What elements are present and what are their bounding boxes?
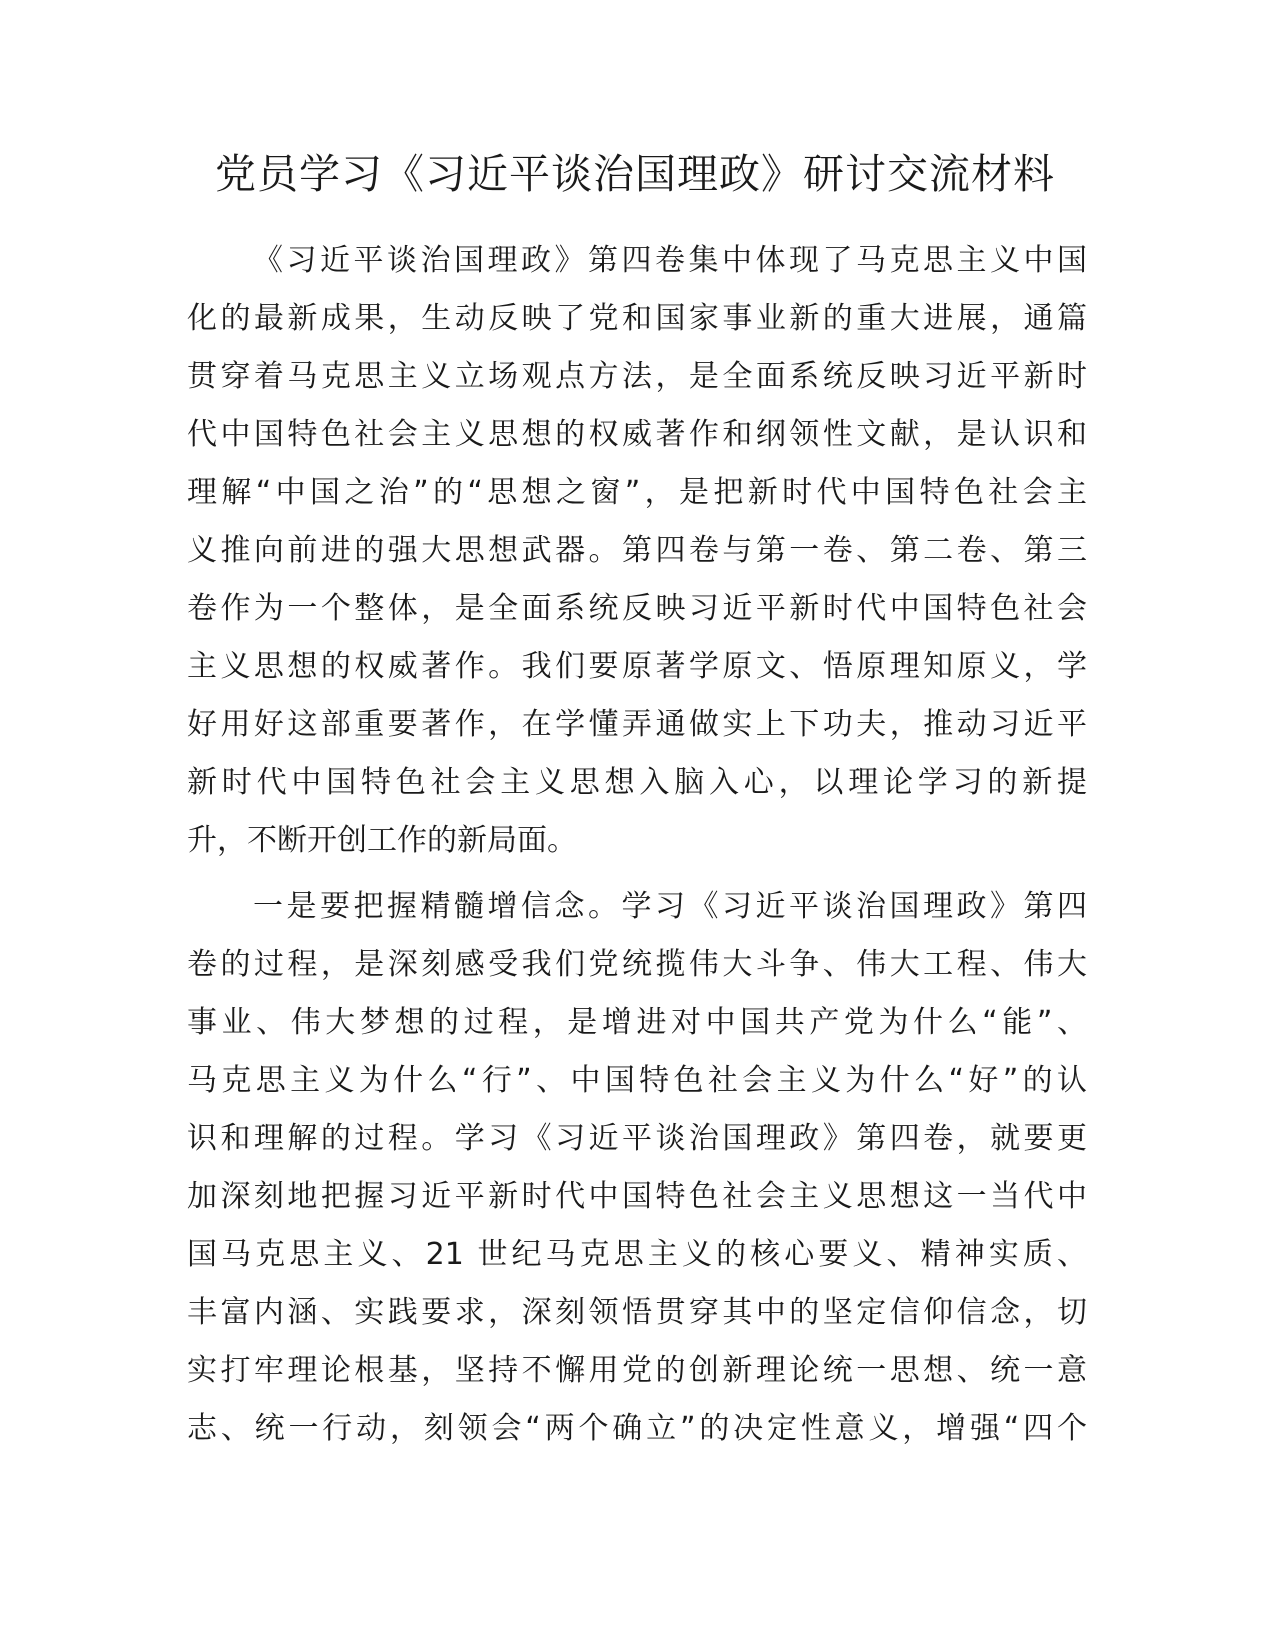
text-line: 新时代中国特色社会主义思想入脑入心，以理论学习的新提 (187, 765, 1087, 800)
text-line: 化的最新成果，生动反映了党和国家事业新的重大进展，通篇 (187, 301, 1087, 336)
text-line: 卷的过程，是深刻感受我们党统揽伟大斗争、伟大工程、伟大 (187, 947, 1087, 982)
document-title: 党员学习《习近平谈治国理政》研讨交流材料 (215, 150, 1055, 198)
text-line: 一是要把握精髓增信念。学习《习近平谈治国理政》第四 (253, 889, 1087, 924)
text-line: 丰富内涵、实践要求，深刻领悟贯穿其中的坚定信仰信念，切 (187, 1295, 1087, 1330)
text-line: 事业、伟大梦想的过程，是增进对中国共产党为什么“能”、 (187, 1005, 1087, 1040)
text-line: 识和理解的过程。学习《习近平谈治国理政》第四卷，就要更 (187, 1121, 1087, 1156)
text-line: 实打牢理论根基，坚持不懈用党的创新理论统一思想、统一意 (187, 1353, 1087, 1388)
text-line: 义推向前进的强大思想武器。第四卷与第一卷、第二卷、第三 (187, 533, 1087, 568)
text-line: 马克思主义为什么“行”、中国特色社会主义为什么“好”的认 (187, 1063, 1087, 1098)
text-line: 主义思想的权威著作。我们要原著学原文、悟原理知原义，学 (187, 649, 1087, 684)
document-body (187, 232, 1087, 1466)
text-line: 志、统一行动，刻领会“两个确立”的决定性意义，增强“四个 (187, 1411, 1087, 1446)
paragraph-point-one (187, 878, 1087, 1458)
text-line: 理解“中国之治”的“思想之窗”，是把新时代中国特色社会主 (187, 475, 1087, 510)
text-line: 加深刻地把握习近平新时代中国特色社会主义思想这一当代中 (187, 1179, 1087, 1214)
text-line: 卷作为一个整体，是全面系统反映习近平新时代中国特色社会 (187, 591, 1087, 626)
text-line: 升，不断开创工作的新局面。 (187, 823, 577, 858)
paragraph-intro (187, 232, 1087, 870)
text-line: 国马克思主义、21 世纪马克思主义的核心要义、精神实质、 (187, 1237, 1087, 1272)
text-line: 贯穿着马克思主义立场观点方法，是全面系统反映习近平新时 (187, 359, 1087, 394)
text-line: 代中国特色社会主义思想的权威著作和纲领性文献，是认识和 (187, 417, 1087, 452)
text-line: 《习近平谈治国理政》第四卷集中体现了马克思主义中国 (253, 243, 1087, 278)
text-line: 好用好这部重要著作，在学懂弄通做实上下功夫，推动习近平 (187, 707, 1087, 742)
